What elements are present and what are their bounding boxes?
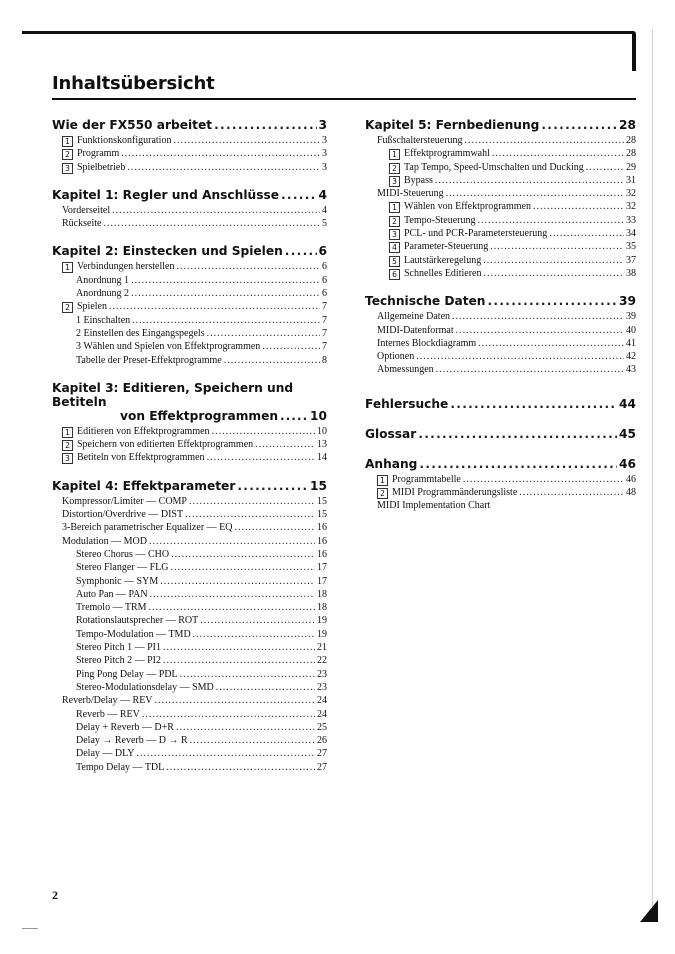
entry-text: Programm (77, 148, 120, 160)
entry-page: 29 (626, 161, 636, 173)
dot-leader (171, 561, 316, 574)
section-number-box: 2 (377, 488, 388, 499)
chapter-title: Kapitel 5: Fernbedienung (365, 118, 540, 132)
toc-entry[interactable] (52, 354, 327, 367)
chapter-heading[interactable] (365, 118, 636, 132)
toc-left-column (52, 118, 327, 774)
entry-text: Ping Pong Delay — PDL (76, 668, 178, 680)
page-number: 2 (52, 888, 58, 902)
dot-leader (189, 495, 315, 508)
dot-leader (200, 614, 315, 627)
toc-entry[interactable] (52, 327, 327, 340)
toc-entry[interactable] (52, 134, 327, 147)
entry-page: 8 (322, 354, 327, 366)
dot-leader (207, 327, 320, 340)
toc-entry[interactable] (52, 204, 327, 217)
entry-text: Symphonic — SYM (76, 575, 159, 587)
dot-leader (185, 508, 315, 521)
entry-page: 16 (317, 548, 327, 560)
entry-page: 41 (626, 337, 636, 349)
entry-page: 43 (626, 364, 636, 376)
dot-leader (234, 521, 315, 534)
entry-page: 7 (322, 301, 327, 313)
chapter-page: 6 (318, 244, 327, 259)
chapter-page: 28 (619, 118, 636, 132)
entry-text: Stereo Chorus — CHO (76, 548, 170, 560)
entry-page: 7 (322, 341, 327, 353)
chapter-heading[interactable] (365, 457, 636, 471)
dot-leader (492, 147, 624, 160)
entry-page: 46 (626, 473, 636, 485)
section-number-box: 1 (377, 475, 388, 486)
toc-entry[interactable] (365, 240, 636, 253)
entry-page: 31 (626, 174, 636, 186)
toc-entry[interactable] (365, 337, 636, 350)
chapter-title: Kapitel 1: Regler und Anschlüsse (52, 187, 279, 202)
dot-leader (142, 708, 315, 721)
dot-leader (463, 473, 624, 486)
toc-entry[interactable] (52, 654, 327, 667)
entry-text: Vorderseitel (62, 204, 111, 216)
entry-page: 3 (322, 148, 327, 160)
toc-entry[interactable] (52, 438, 327, 451)
dot-leader (488, 294, 618, 308)
toc-entry[interactable] (365, 174, 636, 187)
top-border-line (22, 31, 634, 34)
entry-text: 3 Wählen und Spielen von Effektprogrammen (76, 341, 261, 353)
toc-entry[interactable] (52, 451, 327, 464)
dot-leader (212, 425, 315, 438)
entry-text: Tempo Delay — TDL (76, 761, 165, 773)
entry-text: 1 Einschalten (76, 314, 131, 326)
dot-leader (132, 314, 320, 327)
dot-leader (436, 363, 624, 376)
entry-text: Rotationslautsprecher — ROT (76, 615, 199, 627)
dot-leader (224, 354, 320, 367)
entry-text: Spielen (77, 301, 107, 313)
dot-leader (490, 240, 624, 253)
toc-entry[interactable] (52, 161, 327, 174)
entry-text: Editieren von Effektprogrammen (77, 425, 210, 437)
dot-leader (419, 457, 617, 471)
dot-leader (180, 668, 315, 681)
chapter-page: 44 (619, 396, 636, 411)
dot-leader (127, 161, 320, 174)
chapter-title: Fehlersuche (365, 396, 449, 411)
entry-page: 37 (626, 254, 636, 266)
entry-text: Tap Tempo, Speed-Umschalten und Ducking (404, 161, 584, 173)
page-edge-line (652, 30, 653, 910)
dot-leader (155, 694, 315, 707)
toc-entry[interactable] (52, 761, 327, 774)
entry-page: 14 (317, 452, 327, 464)
entry-text: Delay → Reverb — D → R (76, 735, 188, 747)
toc-entry[interactable] (365, 134, 636, 147)
dot-leader (237, 479, 308, 493)
entry-page: 42 (626, 351, 636, 363)
dot-leader (416, 350, 624, 363)
entry-page: 4 (322, 204, 327, 216)
dot-leader (478, 337, 624, 350)
entry-page: 6 (322, 261, 327, 273)
section-number-box: 2 (389, 216, 400, 227)
entry-text: Abmessungen (377, 364, 434, 376)
toc-entry[interactable] (365, 187, 636, 200)
page-title: Inhaltsübersicht (52, 73, 215, 94)
chapter-page: 46 (619, 456, 636, 471)
chapter-title: Glossar (365, 426, 417, 441)
dot-leader (109, 300, 320, 313)
toc-entry[interactable] (52, 747, 327, 760)
toc-entry[interactable] (365, 227, 636, 240)
entry-page: 40 (626, 324, 636, 336)
entry-page: 48 (626, 487, 636, 499)
toc-entry[interactable] (365, 350, 636, 363)
toc-entry[interactable] (52, 641, 327, 654)
dot-leader (214, 118, 316, 132)
entry-page: 27 (317, 761, 327, 773)
section-number-box: 3 (389, 176, 400, 187)
toc-right-column (365, 118, 636, 513)
entry-text: Stereo Flanger — FLG (76, 562, 169, 574)
entry-text: MIDI Implementation Chart (377, 500, 491, 512)
toc-entry[interactable] (52, 708, 327, 721)
entry-text: Rückseite (62, 218, 102, 230)
dot-leader (173, 134, 320, 147)
toc-entry[interactable] (52, 314, 327, 327)
toc-entry[interactable] (52, 548, 327, 561)
section-number-box: 2 (62, 440, 73, 451)
entry-text: Reverb/Delay — REV (62, 695, 153, 707)
entry-page: 5 (322, 218, 327, 230)
entry-page: 21 (317, 642, 327, 654)
entry-text: Kompressor/Limiter — COMP (62, 495, 187, 507)
entry-text: Verbindungen herstellen (77, 261, 175, 273)
dot-leader (255, 438, 315, 451)
entry-text: Stereo-Modulationsdelay — SMD (76, 681, 214, 693)
entry-page: 32 (626, 201, 636, 213)
toc-entry[interactable] (52, 521, 327, 534)
chapter-page: 15 (310, 478, 327, 493)
dot-leader (285, 244, 317, 258)
chapter-title: Kapitel 3: Editieren, Speichern und Betiteln (52, 380, 294, 409)
entry-page: 28 (626, 148, 636, 160)
toc-entry[interactable] (52, 734, 327, 747)
dot-leader (112, 204, 320, 217)
entry-page: 16 (317, 535, 327, 547)
dot-leader (136, 747, 315, 760)
entry-page: 32 (626, 188, 636, 200)
entry-text: PCL- und PCR-Parametersteuerung (404, 228, 548, 240)
dot-leader (163, 654, 315, 667)
entry-text: Modulation — MOD (62, 535, 147, 547)
dot-leader (166, 761, 315, 774)
entry-text: Allgemeine Daten (377, 311, 451, 323)
entry-text: MIDI Programmänderungsliste (392, 487, 518, 499)
entry-page: 24 (317, 695, 327, 707)
entry-page: 17 (317, 562, 327, 574)
entry-text: Anordnung 1 (76, 274, 130, 286)
toc-entry[interactable] (52, 274, 327, 287)
dot-leader (465, 134, 624, 147)
entry-text: Spielbetrieb (77, 161, 126, 173)
dot-leader (519, 486, 624, 499)
toc-entry[interactable] (52, 217, 327, 230)
toc-entry[interactable] (365, 161, 636, 174)
section-number-box: 2 (389, 163, 400, 174)
dot-leader (446, 187, 624, 200)
dot-leader (541, 118, 617, 132)
dot-leader (483, 254, 624, 267)
toc-entry[interactable] (365, 147, 636, 160)
dot-leader (418, 427, 617, 441)
entry-text: 2 Einstellen des Eingangspegels (76, 327, 205, 339)
entry-text: Stereo Pitch 1 — PI1 (76, 642, 161, 654)
entry-page: 18 (317, 588, 327, 600)
section-number-box: 1 (62, 262, 73, 273)
entry-page: 6 (322, 288, 327, 300)
bottom-left-tick (22, 928, 38, 929)
entry-page: 15 (317, 495, 327, 507)
dot-leader (149, 535, 315, 548)
entry-page: 33 (626, 214, 636, 226)
entry-text: Fußschaltersteuerung (377, 135, 463, 146)
entry-text: Delay + Reverb — D+R (76, 721, 174, 733)
entry-page: 38 (626, 267, 636, 279)
dot-leader (190, 734, 315, 747)
dot-leader (450, 397, 617, 411)
dot-leader (435, 174, 624, 187)
chapter-heading[interactable] (52, 479, 327, 493)
entry-text: Stereo Pitch 2 — PI2 (76, 655, 161, 667)
entry-text: Auto Pan — PAN (76, 588, 148, 600)
entry-page: 26 (317, 735, 327, 747)
entry-page: 16 (317, 522, 327, 534)
dot-leader (549, 227, 624, 240)
chapter-heading[interactable] (365, 427, 636, 441)
toc-entry[interactable] (52, 287, 327, 300)
chapter-page: 45 (619, 426, 636, 441)
toc-entry[interactable] (52, 668, 327, 681)
section-number-box: 2 (62, 302, 73, 313)
chapter-title-continued (52, 409, 327, 423)
entry-page: 10 (317, 425, 327, 437)
entry-page: 15 (317, 509, 327, 521)
entry-page: 34 (626, 228, 636, 240)
chapter-title: Wie der FX550 arbeitet (52, 118, 213, 132)
toc-entry[interactable] (52, 535, 327, 548)
chapter-heading[interactable] (52, 244, 327, 258)
entry-page: 3 (322, 135, 327, 146)
dot-leader (280, 409, 308, 423)
toc-entry[interactable] (365, 499, 636, 512)
entry-text: Tremolo — TRM (76, 602, 147, 614)
dot-leader (131, 287, 320, 300)
entry-page: 22 (317, 655, 327, 667)
entry-text: Schnelles Editieren (404, 267, 482, 279)
entry-page: 24 (317, 708, 327, 720)
entry-text: Delay — DLY (76, 748, 135, 760)
dot-leader (103, 217, 320, 230)
entry-text: MIDI-Datenformat (377, 324, 454, 336)
dot-leader (163, 641, 315, 654)
toc-entry[interactable] (365, 267, 636, 280)
section-number-box: 6 (389, 269, 400, 280)
chapter-title: Kapitel 2: Einstecken und Spielen (52, 244, 283, 259)
toc-entry[interactable] (52, 588, 327, 601)
top-right-corner-mark (632, 31, 636, 71)
toc-entry[interactable] (52, 425, 327, 438)
section-number-box: 1 (389, 149, 400, 160)
entry-text: Effektprogrammwahl (404, 148, 490, 160)
bottom-right-corner-mark (640, 900, 658, 922)
entry-page: 7 (322, 314, 327, 326)
entry-text: Lautstärkeregelung (404, 254, 482, 266)
title-rule (52, 98, 636, 100)
dot-leader (171, 548, 315, 561)
dot-leader (483, 267, 624, 280)
chapter-title: Technische Daten (365, 294, 486, 309)
chapter-heading[interactable] (52, 118, 327, 132)
section-number-box: 3 (62, 163, 73, 174)
entry-text: 3-Bereich parametrischer Equalizer — EQ (62, 522, 233, 534)
toc-entry[interactable] (365, 324, 636, 337)
toc-entry[interactable] (52, 340, 327, 353)
entry-text: Optionen (377, 351, 415, 363)
dot-leader (160, 575, 315, 588)
toc-entry[interactable] (365, 310, 636, 323)
toc-entry[interactable] (365, 214, 636, 227)
section-number-box: 3 (389, 229, 400, 240)
section-number-box: 1 (62, 427, 73, 438)
dot-leader (176, 260, 320, 273)
dot-leader (452, 310, 624, 323)
entry-text: Distortion/Overdrive — DIST (62, 509, 184, 521)
toc-entry[interactable] (52, 628, 327, 641)
toc-entry[interactable] (52, 508, 327, 521)
entry-page: 17 (317, 575, 327, 587)
entry-text: MIDI-Steuerung (377, 188, 444, 200)
entry-page: 27 (317, 748, 327, 760)
toc-entry[interactable] (365, 486, 636, 499)
section-number-box: 3 (62, 453, 73, 464)
entry-text: Anordnung 2 (76, 288, 130, 300)
entry-page: 19 (317, 615, 327, 627)
chapter-heading[interactable] (365, 397, 636, 411)
entry-text: Reverb — REV (76, 708, 140, 720)
entry-page: 25 (317, 721, 327, 733)
entry-page: 35 (626, 241, 636, 253)
toc-entry[interactable] (52, 575, 327, 588)
chapter-title: Kapitel 4: Effektparameter (52, 478, 236, 493)
dot-leader (193, 628, 315, 641)
toc-entry[interactable] (365, 363, 636, 376)
toc-entry[interactable] (365, 200, 636, 213)
section-number-box: 1 (389, 202, 400, 213)
entry-page: 39 (626, 311, 636, 323)
dot-leader (586, 161, 624, 174)
entry-page: 23 (317, 681, 327, 693)
toc-entry[interactable] (365, 254, 636, 267)
section-number-box: 2 (62, 149, 73, 160)
entry-text: Tempo-Modulation — TMD (76, 628, 191, 640)
entry-page: 18 (317, 602, 327, 614)
chapter-page: 3 (318, 118, 327, 132)
entry-page: 13 (317, 439, 327, 451)
toc-entry[interactable] (52, 260, 327, 273)
toc-entry[interactable] (52, 614, 327, 627)
chapter-heading[interactable] (52, 188, 327, 202)
dot-leader (216, 681, 315, 694)
entry-text: Wählen von Effektprogrammen (404, 201, 531, 213)
dot-leader (150, 588, 315, 601)
chapter-title: Anhang (365, 456, 418, 471)
entry-page: 23 (317, 668, 327, 680)
entry-text: Parameter-Steuerung (404, 241, 489, 253)
entry-text: Internes Blockdiagramm (377, 337, 477, 349)
entry-page: 3 (322, 161, 327, 173)
chapter-heading[interactable] (365, 294, 636, 308)
section-number-box: 5 (389, 256, 400, 267)
toc-entry[interactable] (52, 300, 327, 313)
dot-leader (262, 340, 320, 353)
dot-leader (533, 200, 624, 213)
entry-text: Programmtabelle (392, 473, 461, 485)
dot-leader (149, 601, 315, 614)
dot-leader (281, 188, 317, 202)
entry-text: Funktionskonfiguration (77, 135, 172, 146)
dot-leader (207, 451, 315, 464)
section-number-box: 1 (62, 136, 73, 147)
entry-page: 6 (322, 274, 327, 286)
entry-text: Speichern von editierten Effektprogrammen (77, 439, 254, 451)
toc-entry[interactable] (52, 601, 327, 614)
toc-entry[interactable] (52, 495, 327, 508)
toc-entry[interactable] (365, 473, 636, 486)
entry-text: Tabelle der Preset-Effektprogramme (76, 354, 222, 366)
dot-leader (478, 214, 624, 227)
toc-entry[interactable] (52, 721, 327, 734)
chapter-page: 4 (318, 187, 327, 202)
toc-entry[interactable] (52, 681, 327, 694)
dot-leader (456, 324, 624, 337)
entry-page: 7 (322, 327, 327, 339)
chapter-heading[interactable] (52, 381, 327, 423)
section-number-box: 4 (389, 242, 400, 253)
toc-entry[interactable] (52, 147, 327, 160)
dot-leader (176, 721, 315, 734)
chapter-page: 39 (619, 294, 636, 309)
dot-leader (131, 274, 320, 287)
entry-text: Bypass (404, 174, 433, 186)
entry-page: 19 (317, 628, 327, 640)
entry-text: Tempo-Steuerung (404, 214, 476, 226)
chapter-title-line2: von Effektprogrammen (120, 408, 279, 423)
toc-entry[interactable] (52, 694, 327, 707)
entry-page: 28 (626, 135, 636, 146)
chapter-page: 10 (310, 408, 327, 423)
entry-text: Betiteln von Effektprogrammen (77, 452, 205, 464)
dot-leader (121, 147, 320, 160)
toc-entry[interactable] (52, 561, 327, 574)
